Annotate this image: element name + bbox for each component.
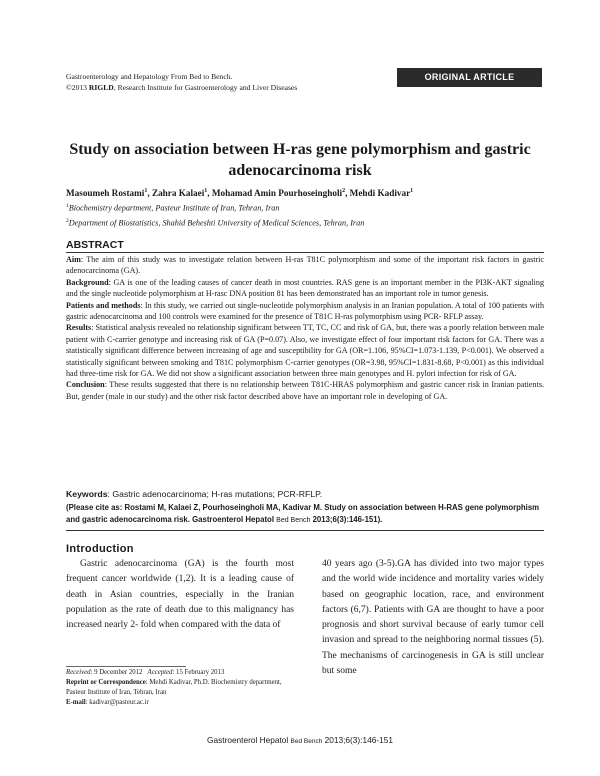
introduction-heading: Introduction — [66, 543, 134, 555]
dates: Received: 9 December 2012 Accepted: 15 February 2013 — [66, 669, 225, 676]
abstract-body — [66, 254, 544, 402]
author-list: Masoumeh Rostami$^1$, Zahra Kalaei$^1$, Mohamad Amin Pourhoseingholi$^2$, Mehdi Kadivar$^1$ — [66, 188, 414, 199]
keywords: Keywords: Gastric adenocarcinoma; H-ras mutations; PCR-RFLP. — [66, 489, 323, 499]
affiliations — [66, 200, 546, 229]
footnote-divider — [66, 666, 186, 667]
abstract-methods: Patients and methods: In this study, we carried out single-nucleotide polymorphism analysis in an Iranian population. A total of 100 patients with gastric adenocarcinoma and 100 controls were examined for the presence of T81C H-ras polymorphism using PCR- RFLP assay. — [66, 300, 545, 322]
abstract-background: Background: GA is one of the leading causes of cancer death in most countries. RAS gene is an important member in the PI3K-AKT signaling and the single nucleotide polymorphism at H-rasc DNA position 81 has been demonstrated has an important role in tumor genesis. — [66, 277, 544, 299]
title-line-2: adenocarcinoma risk — [228, 162, 372, 179]
author: Zahra Kalaei — [151, 188, 205, 199]
correspondence: Reprint or Correspondence: Mehdi Kadivar, Ph.D. Biochemistry department, Pasteur Institute of Iran, Tehran, Iran — [66, 679, 282, 696]
author: Mehdi Kadivar — [349, 188, 411, 199]
intro-column-left: Gastric adenocarcinoma (GA) is the fourth most frequent cancer worldwide (1,2). It is a leading cause of death in Asian countries, especially in the Iranian population as the rate of death due to this malignancy has increased nearly 2- fold when compared with the data of — [66, 559, 294, 631]
intro-column-right: 40 years ago (3-5).GA has divided into two major types and the world wide incidence and mortality varies widely based on geographic location, race, and environment factors (6,7). Patients with GA are thought to have a poor prognosis and short survival because of early tumor cell invasion and spread to the neighboring normal tissues (5). The mechanisms of carcinogenesis in GA is still unclear but some — [322, 559, 544, 677]
title-line-1: Study on association between H-ras gene polymorphism and gastric — [69, 141, 531, 158]
article-type-badge: ORIGINAL ARTICLE — [397, 68, 542, 87]
citation-note: (Please cite as: Rostami M, Kalaei Z, Pourhoseingholi MA, Kadivar M. Study on association between H-RAS gene polymorphism and gastric adenocarcinoma risk. Gastroenterol Hepatol Bed Bench 2013;6(3):146-151). — [66, 503, 540, 524]
journal-copyright: ©2013 RIGLD, Research Institute for Gastroenterology and Liver Diseases — [66, 83, 298, 92]
journal-info — [66, 71, 297, 93]
abstract-results: Results: Statistical analysis revealed no relationship significant between TT, TC, CC and risk of GA, but, there was a poorly relation between male patient with C-carrier genotype and increasing risk of GA (P=0.07). Also, we investigate effect of four important risk factors for GA. There was a statistically significant difference between increasing of age and susceptibility for GA (OR=1.106, 95%CI=1.073-1.139, P<0.001). We observed a statistically significant between smoking and T81C polymorphism C-carrier genotypes (OR=3.98, 95%CI=1.831-8.68, P<0.001) as this individual had three-time risk for GA. We did not show a significant association between three main genotypes and H. pylori infection for risk of GA. — [66, 323, 544, 379]
abstract-heading: ABSTRACT — [66, 239, 544, 253]
affiliation: $^2$Department of Biostatistics, Shahid Beheshti University of Medical Sciences, Tehran, Iran — [66, 217, 365, 228]
affiliation: $^1$Biochemistry department, Pasteur Institute of Iran, Tehran, Iran — [66, 203, 280, 213]
abstract-aim: Aim: The aim of this study was to investigate relation between H-ras T81C polymorphism and some of the important risk factors in gastric adenocarcinoma (GA). — [66, 255, 544, 276]
section-divider — [66, 530, 544, 531]
abstract-conclusion: Conclusion: These results suggested that there is no relationship between T81C-HRAS polymorphism and gastric cancer risk in Iranian patients. But, gender (male in our study) and the other risk factor described above have an important role in developing of GA. — [66, 380, 544, 401]
author: Masoumeh Rostami — [66, 188, 145, 199]
footnote — [66, 668, 294, 708]
paper-title — [60, 139, 540, 181]
email: E-mail: kadivar@pasteur.ac.ir — [66, 699, 149, 706]
journal-name: Gastroenterology and Hepatology From Bed to Bench. — [66, 72, 233, 81]
author: Mohamad Amin Pourhoseingholi — [211, 188, 343, 199]
page-footer: Gastroenterol Hepatol Bed Bench 2013;6(3):146-151 — [207, 735, 393, 745]
